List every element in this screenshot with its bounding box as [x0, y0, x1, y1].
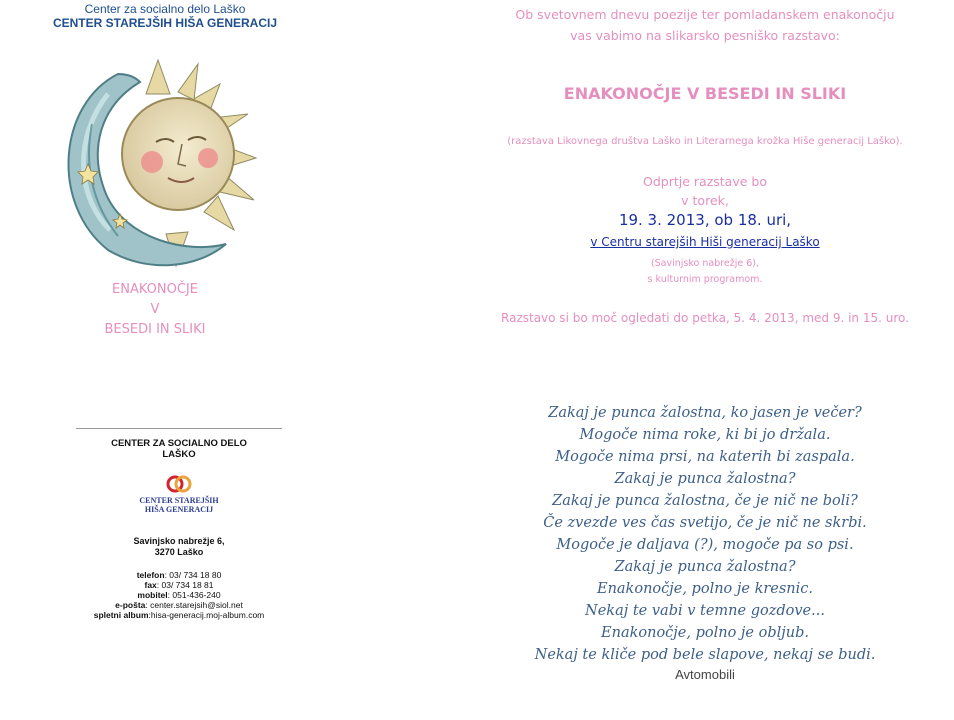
invite-intro-line2: vas vabimo na slikarsko pesniško razstavo: — [570, 28, 840, 43]
left-title-line2: V — [150, 302, 160, 317]
invite-program-line: s kulturnim programom. — [647, 274, 763, 285]
invite-title: ENAKONOČJE V BESEDI IN SLIKI — [563, 84, 847, 103]
card-address-line1: Savinjsko nabrežje 6, — [133, 536, 225, 546]
logo-text-line2: HIŠA GENERACIJ — [144, 505, 214, 514]
invite-viewing: Razstavo si bo moč ogledati do petka, 5. 4. 2013, med 9. in 15. uro. — [501, 311, 909, 325]
poem-line: Nekaj te kliče pod bele slapove, nekaj se budi. — [534, 647, 876, 663]
card-address — [76, 536, 282, 558]
invite-intro-line1: Ob svetovnem dnevu poezije ter pomladanskem enakonočju — [515, 7, 895, 22]
poem-line: Mogoče nima roke, ki bi jo držala. — [579, 427, 831, 443]
left-exhibition-title — [60, 280, 250, 340]
contact-mobile-value: : 051-436-240 — [167, 590, 221, 600]
invite-address-line: (Savinjsko nabrežje 6), — [650, 258, 760, 269]
logo-text-line1: CENTER STAREJŠIH — [139, 496, 219, 505]
invite-place-link[interactable]: v Centru starejših Hiši generacij Laško — [590, 235, 820, 249]
contact-mobile-label: mobitel — [137, 590, 168, 600]
invite-intro — [470, 4, 940, 46]
card-logo — [76, 474, 282, 514]
left-title-line1: ENAKONOČJE — [112, 282, 198, 297]
header-org-line2: CENTER STAREJŠIH HIŠA GENERACIJ — [52, 16, 278, 30]
poem-line: Mogoče je daljava (?), mogoče pa so psi. — [556, 537, 854, 553]
poem-line: Zakaj je punca žalostna? — [614, 471, 796, 487]
invite-opening-line1: Odprtje razstave bo — [643, 174, 767, 189]
card-org-line1: CENTER ZA SOCIALNO DELO — [111, 438, 247, 449]
card-address-line2: 3270 Laško — [154, 547, 204, 557]
poem-line: Mogoče nima prsi, na katerih bi zaspala. — [555, 449, 855, 465]
logo-rings-icon — [164, 474, 194, 494]
poem-line: Nekaj te vabi v temne gozdove... — [585, 603, 825, 619]
card-org-line2: LAŠKO — [162, 449, 196, 460]
poem-line: Zakaj je punca žalostna, če je nič ne boli? — [552, 493, 858, 509]
contact-mobile — [76, 590, 282, 600]
contact-album — [76, 610, 282, 620]
left-title-line3: BESEDI IN SLIKI — [104, 322, 206, 337]
business-card — [76, 428, 282, 629]
contact-phone — [76, 570, 282, 580]
contact-fax-value: : 03/ 734 18 81 — [156, 580, 214, 590]
contact-email-value: : center.starejsih@siol.net — [145, 600, 243, 610]
contact-album-value: :hisa-generacij.moj-album.com — [148, 610, 265, 620]
header-organization — [40, 2, 290, 30]
card-organization — [76, 438, 282, 460]
invite-opening-line2: v torek, — [681, 193, 729, 208]
card-contacts — [76, 570, 282, 620]
contact-fax — [76, 580, 282, 590]
contact-phone-value: : 03/ 734 18 80 — [164, 570, 222, 580]
poem-line: Če zvezde ves čas svetijo, če je nič ne skrbi. — [543, 515, 867, 531]
poem-line: Enakonočje, polno je obljub. — [601, 625, 809, 641]
invite-subtitle: (razstava Likovnega društva Laško in Literarnega krožka Hiše generacij Laško). — [507, 136, 903, 147]
invite-date: 19. 3. 2013, ob 18. uri, — [618, 211, 792, 229]
poem-line: Enakonočje, polno je kresnic. — [596, 581, 814, 597]
contact-phone-label: telefon — [136, 570, 165, 580]
contact-email — [76, 600, 282, 610]
poem-line: Zakaj je punca žalostna, ko jasen je večer? — [548, 405, 862, 421]
poem — [470, 402, 940, 666]
invite-opening — [470, 172, 940, 210]
contact-album-label: spletni album — [93, 610, 149, 620]
poem-line: Zakaj je punca žalostna? — [614, 559, 796, 575]
invite-address — [470, 256, 940, 288]
header-org-line1: Center za socialno delo Laško — [84, 2, 246, 16]
sun-moon-illustration — [48, 54, 268, 274]
contact-email-label: e-pošta — [115, 600, 146, 610]
contact-fax-label: fax — [144, 580, 157, 590]
poem-author: Avtomobili — [675, 667, 735, 682]
